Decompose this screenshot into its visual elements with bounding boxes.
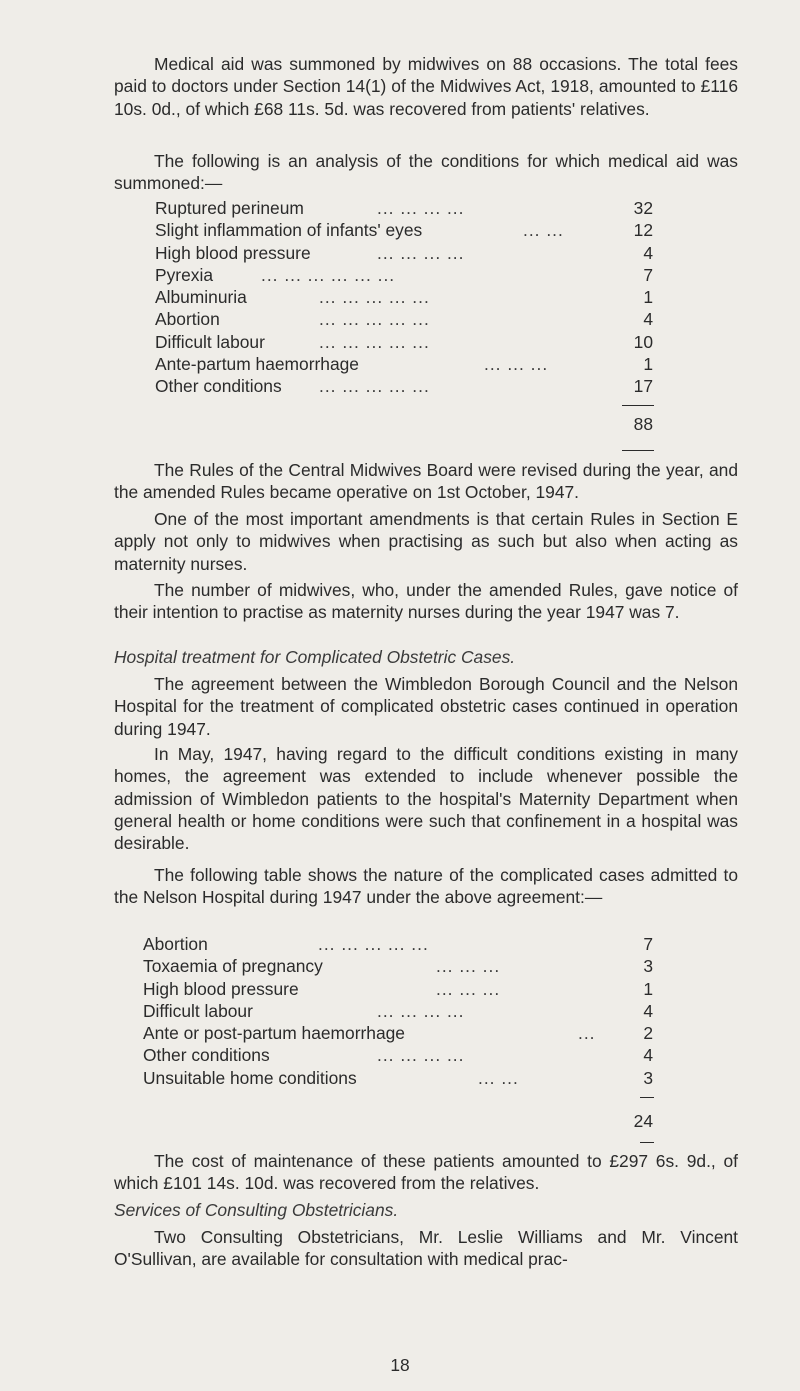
paragraph-nelson-agreement: The agreement between the Wimbledon Borough Council and the Nelson Hospital for the treatment of complicated obstetric cases continued in operation during 1947. [114,674,738,739]
list-item: Difficult labour ... ... ... ... ... 10 [155,331,653,352]
paragraph-table-intro: The following table shows the nature of the complicated cases admitted to the Nelson Hospital during 1947 under the above agreement:— [114,865,738,908]
section-heading-hospital-treatment: Hospital treatment for Complicated Obstetric Cases. [114,647,516,667]
paragraph-rules-revised: The Rules of the Central Midwives Board were revised during the year, and the amended Rules became operative on 1st October, 1947. [114,460,738,503]
total-rule [622,450,654,451]
list-item: Slight inflammation of infants' eyes ... ... 12 [155,220,653,241]
list-item: High blood pressure ... ... ... 1 [143,978,653,999]
total-rule [640,1097,654,1098]
list-item: Other conditions ... ... ... ... ... 17 [155,376,653,397]
hospital-cases-list [143,933,653,1089]
paragraph-consulting-obstetricians: Two Consulting Obstetricians, Mr. Leslie Williams and Mr. Vincent O'Sullivan, are available for consultation with medical prac- [114,1227,738,1270]
section-heading-consulting-obstetricians: Services of Consulting Obstetricians. [114,1200,399,1220]
list-item: Difficult labour ... ... ... ... 4 [143,1000,653,1021]
hospital-cases-total: 24 [633,1111,653,1131]
conditions-total: 88 [633,414,653,434]
list-item: Abortion ... ... ... ... ... 4 [155,309,653,330]
list-item: Albuminuria ... ... ... ... ... 1 [155,287,653,308]
list-item: Unsuitable home conditions ... ... 3 [143,1067,653,1088]
list-item: Toxaemia of pregnancy ... ... ... 3 [143,956,653,977]
list-item: Ante or post-partum haemorrhage ... 2 [143,1023,653,1044]
list-item: Ruptured perineum ... ... ... ... 32 [155,198,653,218]
paragraph-agreement-extended: In May, 1947, having regard to the difficult conditions existing in many homes, the agreement was extended to include whenever possible the admission of Wimbledon patients to the hospital's Maternity Department when general health or home conditions were such that confinement in a hospital was desirable. [114,744,738,854]
list-item: Pyrexia ... ... ... ... ... ... 7 [155,264,653,285]
paragraph-maternity-nurses: The number of midwives, who, under the amended Rules, gave notice of their intention to practise as maternity nurses during the year 1947 was 7. [114,580,738,623]
list-item: Abortion ... ... ... ... ... 7 [143,934,653,954]
paragraph-medical-aid-fees: Medical aid was summoned by midwives on 88 occasions. The total fees paid to doctors under Section 14(1) of the Midwives Act, 1918, amounted to £116 10s. 0d., of which £68 11s. 5d. was recovered from patients' relatives. [114,54,738,119]
paragraph-amendments: One of the most important amendments is that certain Rules in Section E apply not only to midwives when practising as such but also when acting as maternity nurses. [114,509,738,574]
page-number: 18 [390,1355,410,1375]
total-rule [622,405,654,406]
paragraph-analysis-intro: The following is an analysis of the conditions for which medical aid was summoned:— [114,151,738,194]
list-item: Ante-partum haemorrhage ... ... ... 1 [155,354,653,375]
total-rule [640,1142,654,1143]
list-item: Other conditions ... ... ... ... 4 [143,1045,653,1066]
list-item: High blood pressure ... ... ... ... 4 [155,242,653,263]
paragraph-maintenance-cost: The cost of maintenance of these patients amounted to £297 6s. 9d., of which £101 14s. 10d. was recovered from the relatives. [114,1151,738,1194]
conditions-list [155,197,653,398]
